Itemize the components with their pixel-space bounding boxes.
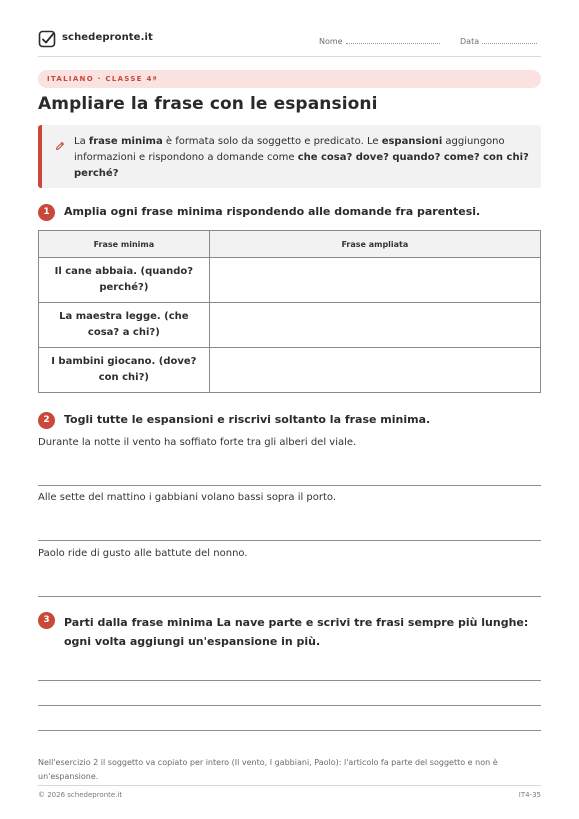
teacher-note: Nell'esercizio 2 il soggetto va copiato per intero (Il vento, I gabbiani, Paolo): l'articolo fa parte del soggetto e non è un'espansione.	[38, 758, 498, 781]
info-text: La frase minima è formata solo da soggetto e predicato. Le espansioni aggiungono informazioni e rispondono a domande come che cosa? dove? quando? come? con chi? perché?	[74, 136, 529, 179]
subject-label: ITALIANO · CLASSE 4ª	[47, 75, 158, 83]
table-header-row	[39, 231, 541, 258]
table-row	[39, 303, 541, 348]
column-header-expanded: Frase ampliata	[209, 231, 540, 258]
answer-cell[interactable]	[209, 303, 540, 348]
table-row	[39, 258, 541, 303]
exercise-1-title: Amplia ogni frase minima rispondendo alle domande fra parentesi.	[64, 205, 481, 218]
date-field[interactable]	[460, 35, 537, 46]
answer-cell[interactable]	[209, 258, 540, 303]
header-divider	[38, 56, 541, 57]
expansion-table	[38, 230, 541, 393]
answer-line[interactable]	[38, 680, 541, 681]
column-header-minimal: Frase minima	[39, 231, 210, 258]
checklist-icon	[38, 30, 56, 48]
date-label: Data	[460, 37, 480, 46]
exercise-3-number: 3	[38, 612, 55, 629]
exercise-3-title: Parti dalla frase minima La nave parte e scrivi tre frasi sempre più lunghe: ogni volta aggiungi un'espansione in più.	[64, 616, 529, 648]
exercise-2-sentence: Paolo ride di gusto alle battute del nonno.	[38, 548, 248, 559]
name-field[interactable]	[319, 35, 440, 46]
minimal-sentence-cell: I bambini giocano. (dove? con chi?)	[39, 348, 210, 393]
name-label: Nome	[319, 37, 343, 46]
exercise-2-title: Togli tutte le espansioni e riscrivi soltanto la frase minima.	[64, 413, 431, 426]
answer-line[interactable]	[38, 705, 541, 706]
minimal-sentence-cell: La maestra legge. (che cosa? a chi?)	[39, 303, 210, 348]
table-row	[39, 348, 541, 393]
exercise-1-number: 1	[38, 204, 55, 221]
pencil-icon	[55, 136, 65, 146]
answer-line[interactable]	[38, 540, 541, 541]
minimal-sentence-cell: Il cane abbaia. (quando? perché?)	[39, 258, 210, 303]
footer-code: IT4-35	[518, 791, 541, 799]
footer-copyright: © 2026 schedepronte.it	[38, 791, 123, 799]
site-name: schedepronte.it	[62, 32, 153, 43]
footer-divider	[38, 785, 541, 786]
exercise-2-sentence: Alle sette del mattino i gabbiani volano bassi sopra il porto.	[38, 492, 337, 503]
answer-cell[interactable]	[209, 348, 540, 393]
exercise-2-sentence: Durante la notte il vento ha soffiato forte tra gli alberi del viale.	[38, 437, 357, 448]
exercise-2-number: 2	[38, 412, 55, 429]
answer-line[interactable]	[38, 730, 541, 731]
page-title: Ampliare la frase con le espansioni	[38, 94, 378, 114]
answer-line[interactable]	[38, 596, 541, 597]
answer-line[interactable]	[38, 485, 541, 486]
